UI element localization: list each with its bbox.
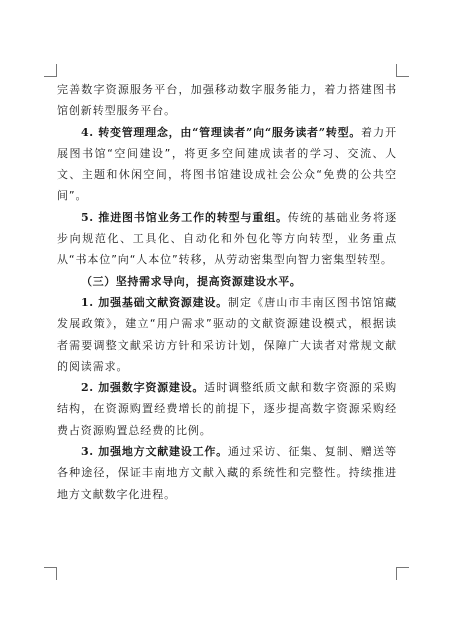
- paragraph-text: 适时调整纸质文献和数字资源的采购结构，在资源购置经费增长的前提下，逐步提高数字资源采购经费占资源购置总经费的比例。: [57, 381, 398, 437]
- margin-corner-top-right: [396, 64, 409, 77]
- paragraph-continuation: [57, 79, 397, 122]
- paragraph-heading: 4. 转变管理理念，由“管理读者”向“服务读者”转型。: [81, 125, 362, 139]
- paragraph-item-5: [57, 207, 397, 271]
- paragraph-heading: 1. 加强基础文献资源建设。: [81, 295, 228, 309]
- paragraph-heading: 5. 推进图书馆业务工作的转型与重组。: [81, 210, 288, 224]
- paragraph-text: 完善数字资源服务平台，加强移动数字服务能力，着力搭建图书馆创新转型服务平台。: [57, 83, 397, 118]
- margin-corner-bottom-left: [44, 567, 57, 580]
- paragraph-item-2: [57, 377, 397, 441]
- paragraph-text: 着力开展图书馆“空间建设”，将更多空间建成读者的学习、交流、人文、主题和休闲空间，将图书馆建设成社会公众“免费的公共空间”。: [57, 125, 398, 203]
- paragraph-text: 制定《唐山市丰南区图书馆馆藏发展政策》，建立“用户需求”驱动的文献资源建设模式，根据读者需要调整文献采访方针和采访计划，保障广大读者对常规文献的阅读需求。: [57, 295, 397, 373]
- margin-corner-top-left: [44, 64, 57, 77]
- paragraph-text: 通过采访、征集、复制、赠送等各种途径，保证丰南地方文献入藏的系统性和完整性。持续推进地方文献数字化进程。: [57, 445, 397, 501]
- paragraph-item-4: [57, 122, 397, 207]
- section-heading: （三）坚持需求导向，提高资源建设水平。: [81, 274, 302, 288]
- paragraph-text: 传统的基础业务将逐步向规范化、工具化、自动化和外包化等方向转型，业务重点从“书本位”向“人本位”转移，从劳动密集型向智力密集型转型。: [57, 210, 397, 267]
- paragraph-heading: 3. 加强地方文献建设工作。: [81, 445, 228, 459]
- paragraph-heading: 2. 加强数字资源建设。: [81, 381, 205, 395]
- paragraph-item-1: [57, 292, 397, 377]
- document-body: [57, 79, 397, 505]
- paragraph-item-3: [57, 441, 397, 505]
- margin-corner-bottom-right: [396, 567, 409, 580]
- section-heading-3: [57, 271, 397, 292]
